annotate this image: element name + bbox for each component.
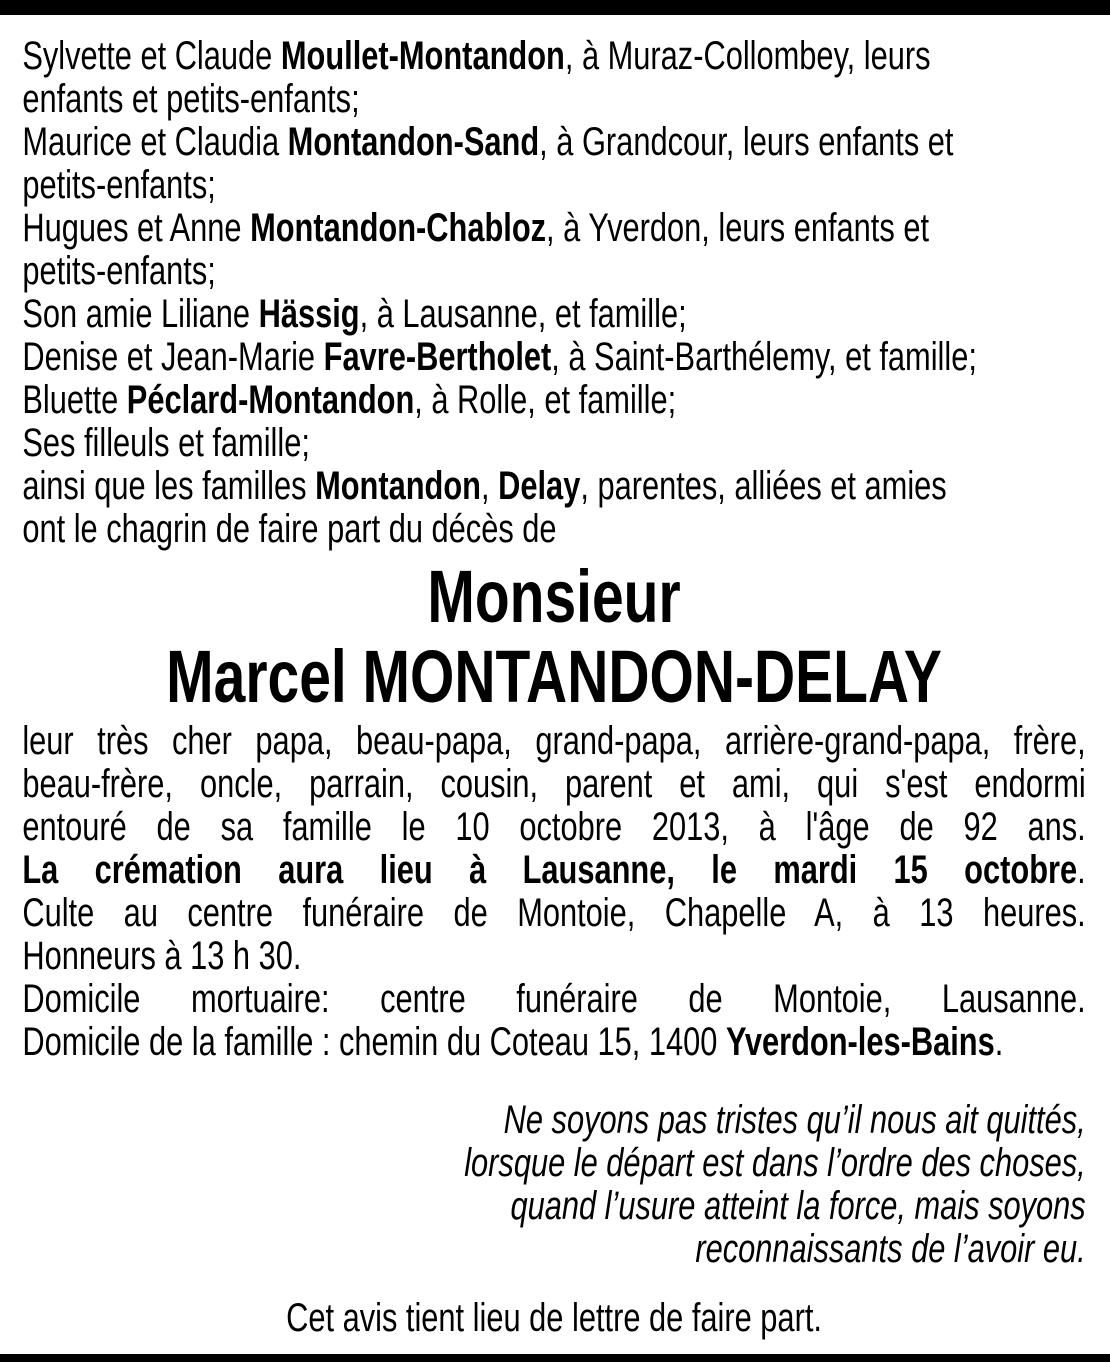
intro-line — [22, 207, 1085, 250]
deceased-title — [22, 557, 1085, 717]
intro-text: , à Yverdon, leurs enfants et — [546, 206, 930, 250]
intro-line — [22, 293, 1085, 336]
closing-line: Cet avis tient lieu de lettre de faire part. — [286, 1296, 822, 1340]
top-rule — [0, 0, 1110, 15]
family-name: Péclard-Montandon — [126, 378, 415, 422]
body-text: Culte au centre funéraire de Montoie, Chapelle A, à 13 heures. — [22, 891, 1086, 935]
intro-text: , à Muraz-Collombey, leurs — [564, 34, 931, 78]
intro-text: , à Grandcour, leurs enfants et — [539, 120, 954, 164]
body-text: leur très cher papa, beau-papa, grand-papa, arrière-grand-papa, frère, — [22, 719, 1086, 763]
intro-line — [22, 35, 1085, 78]
intro-line — [22, 78, 1085, 121]
intro-line — [22, 121, 1085, 164]
body-line — [22, 978, 1085, 1021]
intro-line — [22, 164, 1085, 207]
intro-text: , à Rolle, et famille; — [414, 378, 677, 422]
cremation-text: La crémation aura lieu à Lausanne, le mardi 15 octobre — [22, 848, 1078, 892]
notice-body — [22, 720, 1085, 1064]
bottom-rule — [0, 1354, 1110, 1362]
family-announcement — [22, 35, 1085, 551]
family-name: Moullet-Montandon — [280, 34, 565, 78]
intro-line — [22, 336, 1085, 379]
body-text: . — [1077, 848, 1086, 892]
quote-line: lorsque le départ est dans l’ordre des choses, — [464, 1141, 1086, 1185]
body-text: Domicile mortuaire: centre funéraire de Montoie, Lausanne. — [22, 977, 1086, 1021]
intro-text: Ses filleuls et famille; — [22, 421, 310, 465]
body-text: beau-frère, oncle, parrain, cousin, parent et ami, qui s'est endormi — [22, 762, 1086, 806]
body-text: Honneurs à 13 h 30. — [22, 934, 302, 978]
intro-text: Denise et Jean-Marie — [22, 335, 324, 379]
quote-line: reconnaissants de l’avoir eu. — [695, 1227, 1086, 1271]
body-line — [22, 806, 1085, 849]
body-text: entouré de sa famille le 10 octobre 2013, à l'âge de 92 ans. — [22, 805, 1086, 849]
intro-line — [22, 508, 1085, 551]
title-salutation: Monsieur — [427, 555, 681, 638]
intro-line — [22, 465, 1085, 508]
intro-text: , — [481, 464, 499, 508]
intro-text: , à Saint-Barthélemy, et famille; — [551, 335, 977, 379]
intro-text: Sylvette et Claude — [22, 34, 281, 78]
intro-line — [22, 250, 1085, 293]
body-line — [22, 1021, 1085, 1064]
family-name: Montandon — [315, 464, 482, 508]
notice-content — [0, 15, 1110, 1340]
body-text: Domicile de la famille : chemin du Coteau 15, 1400 — [22, 1020, 726, 1064]
body-line — [22, 892, 1085, 935]
quote-line: quand l’usure atteint la force, mais soyons — [510, 1184, 1086, 1228]
deceased-name: Marcel MONTANDON-DELAY — [166, 635, 942, 718]
cremation-line — [22, 849, 1085, 892]
intro-text: ainsi que les familles — [22, 464, 316, 508]
place-name: Yverdon-les-Bains — [725, 1020, 995, 1064]
body-line — [22, 935, 1085, 978]
family-name: Favre-Bertholet — [323, 335, 552, 379]
family-name: Montandon-Chabloz — [250, 206, 547, 250]
intro-text: Son amie Liliane — [22, 292, 259, 336]
family-name: Montandon-Sand — [287, 120, 540, 164]
intro-text: Bluette — [22, 378, 127, 422]
intro-text: Hugues et Anne — [22, 206, 251, 250]
intro-text: ont le chagrin de faire part du décès de — [22, 507, 557, 551]
intro-text: petits-enfants; — [22, 249, 216, 293]
quote-line: Ne soyons pas tristes qu’il nous ait quittés, — [503, 1098, 1086, 1142]
family-name: Delay — [498, 464, 581, 508]
intro-text: , parentes, alliées et amies — [580, 464, 947, 508]
intro-text: enfants et petits-enfants; — [22, 77, 360, 121]
body-text: . — [994, 1020, 1004, 1064]
family-name: Hässig — [258, 292, 360, 336]
intro-line — [22, 379, 1085, 422]
intro-text: Maurice et Claudia — [22, 120, 288, 164]
body-line — [22, 763, 1085, 806]
intro-line — [22, 422, 1085, 465]
memorial-quote — [22, 1099, 1085, 1271]
intro-text: , à Lausanne, et famille; — [359, 292, 687, 336]
intro-text: petits-enfants; — [22, 163, 216, 207]
body-line — [22, 720, 1085, 763]
